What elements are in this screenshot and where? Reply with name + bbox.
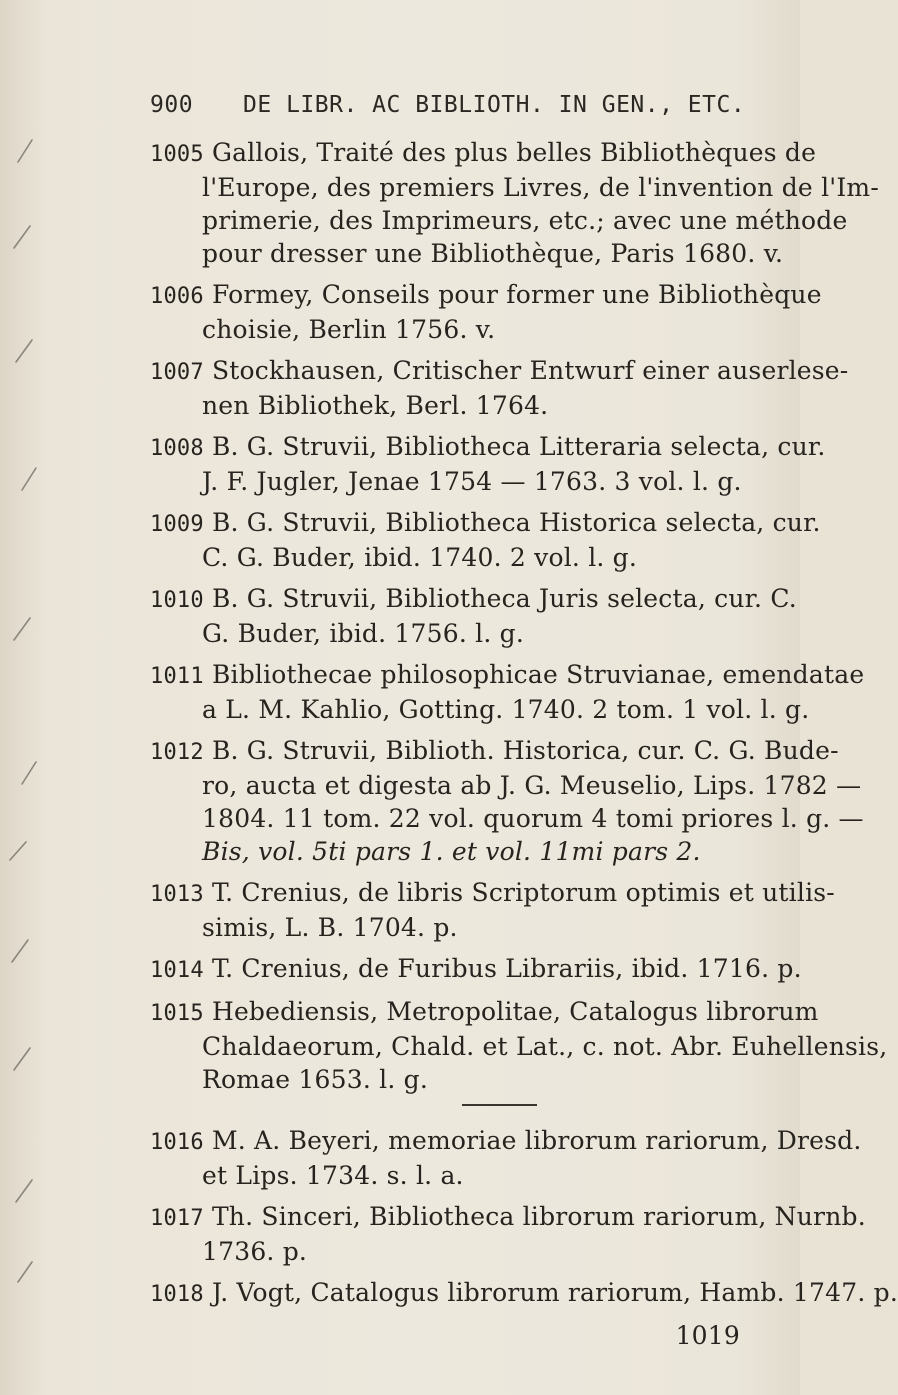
entry-line: Stockhausen, Critischer Entwurf einer auserlese- — [211, 356, 849, 385]
entry-line: simis, L. B. 1704. p. — [202, 913, 458, 942]
catchword: 1019 — [675, 1321, 740, 1350]
entry-line: Formey, Conseils pour former une Bibliothèque — [211, 280, 822, 309]
bibliography-entry — [150, 952, 802, 987]
entry-number: 1014 — [150, 958, 204, 983]
entry-number: 1012 — [150, 740, 204, 765]
bibliography-entry — [150, 658, 865, 726]
bibliography-entry — [150, 876, 835, 944]
entry-line: T. Crenius, de libris Scriptorum optimis et utilis- — [211, 878, 835, 907]
bibliography-entry — [150, 995, 888, 1096]
entry-number: 1015 — [150, 1001, 204, 1026]
entry-line: Bis, vol. 5ti pars 1. et vol. 11mi pars 2. — [202, 837, 701, 866]
entry-line: et Lips. 1734. s. l. a. — [202, 1161, 464, 1190]
entry-number: 1010 — [150, 588, 204, 613]
bibliography-entry — [150, 582, 797, 650]
entry-line: primerie, des Imprimeurs, etc.; avec une méthode — [202, 206, 848, 235]
entry-number: 1016 — [150, 1130, 204, 1155]
entry-line: B. G. Struvii, Biblioth. Historica, cur. C. G. Bude- — [211, 736, 839, 765]
entry-number: 1008 — [150, 436, 204, 461]
entry-line: B. G. Struvii, Bibliotheca Juris selecta, cur. C. — [211, 584, 797, 613]
entry-line: Bibliothecae philosophicae Struvianae, emendatae — [211, 660, 865, 689]
running-header — [150, 92, 746, 118]
running-title: DE LIBR. AC BIBLIOTH. IN GEN., ETC. — [243, 92, 746, 118]
entry-line: C. G. Buder, ibid. 1740. 2 vol. l. g. — [202, 543, 638, 572]
entry-number: 1006 — [150, 284, 204, 309]
entry-number: 1018 — [150, 1282, 204, 1307]
bibliography-entry — [150, 1124, 862, 1192]
bibliography-entry — [150, 1200, 866, 1268]
entry-number: 1013 — [150, 882, 204, 907]
entry-line: Romae 1653. l. g. — [202, 1065, 428, 1094]
entry-line: ro, aucta et digesta ab J. G. Meuselio, Lips. 1782 — — [202, 771, 862, 800]
bibliography-entry — [150, 430, 826, 498]
bibliography-entry — [150, 354, 849, 422]
bibliography-entry — [150, 1276, 898, 1311]
entry-line: Chaldaeorum, Chald. et Lat., c. not. Abr. Euhellensis, — [202, 1032, 888, 1061]
entry-line: B. G. Struvii, Bibliotheca Litteraria selecta, cur. — [211, 432, 826, 461]
bibliography-entry — [150, 278, 822, 346]
section-divider — [462, 1104, 537, 1106]
entry-line: choisie, Berlin 1756. v. — [202, 315, 496, 344]
entry-line: nen Bibliothek, Berl. 1764. — [202, 391, 549, 420]
page-number: 900 — [150, 92, 194, 118]
margin-pencil-marks — [0, 0, 80, 1395]
bibliography-list — [150, 136, 898, 1352]
entry-line: J. F. Jugler, Jenae 1754 — 1763. 3 vol. l. g. — [202, 467, 742, 496]
entry-line: l'Europe, des premiers Livres, de l'invention de l'Im- — [202, 173, 879, 202]
entry-line: Hebediensis, Metropolitae, Catalogus librorum — [211, 997, 819, 1026]
entry-line: Th. Sinceri, Bibliotheca librorum rariorum, Nurnb. — [211, 1202, 866, 1231]
entry-line: B. G. Struvii, Bibliotheca Historica selecta, cur. — [211, 508, 821, 537]
entry-number: 1005 — [150, 142, 204, 167]
entry-line: pour dresser une Bibliothèque, Paris 1680. v. — [202, 239, 784, 268]
entry-line: J. Vogt, Catalogus librorum rariorum, Hamb. 1747. p. — [211, 1278, 898, 1307]
bibliography-entry — [150, 136, 879, 270]
entry-line: 1804. 11 tom. 22 vol. quorum 4 tomi priores l. g. — — [202, 804, 864, 833]
entry-number: 1009 — [150, 512, 204, 537]
entry-line: M. A. Beyeri, memoriae librorum rariorum, Dresd. — [211, 1126, 862, 1155]
entry-line: G. Buder, ibid. 1756. l. g. — [202, 619, 524, 648]
entry-line: Gallois, Traité des plus belles Bibliothèques de — [211, 138, 817, 167]
entry-number: 1011 — [150, 664, 204, 689]
bibliography-entry — [150, 734, 864, 868]
entry-number: 1007 — [150, 360, 204, 385]
entry-number: 1017 — [150, 1206, 204, 1231]
entry-line: T. Crenius, de Furibus Librariis, ibid. 1716. p. — [211, 954, 802, 983]
entry-line: 1736. p. — [202, 1237, 308, 1266]
entry-line: a L. M. Kahlio, Gotting. 1740. 2 tom. 1 vol. l. g. — [202, 695, 810, 724]
bibliography-entry — [150, 506, 821, 574]
